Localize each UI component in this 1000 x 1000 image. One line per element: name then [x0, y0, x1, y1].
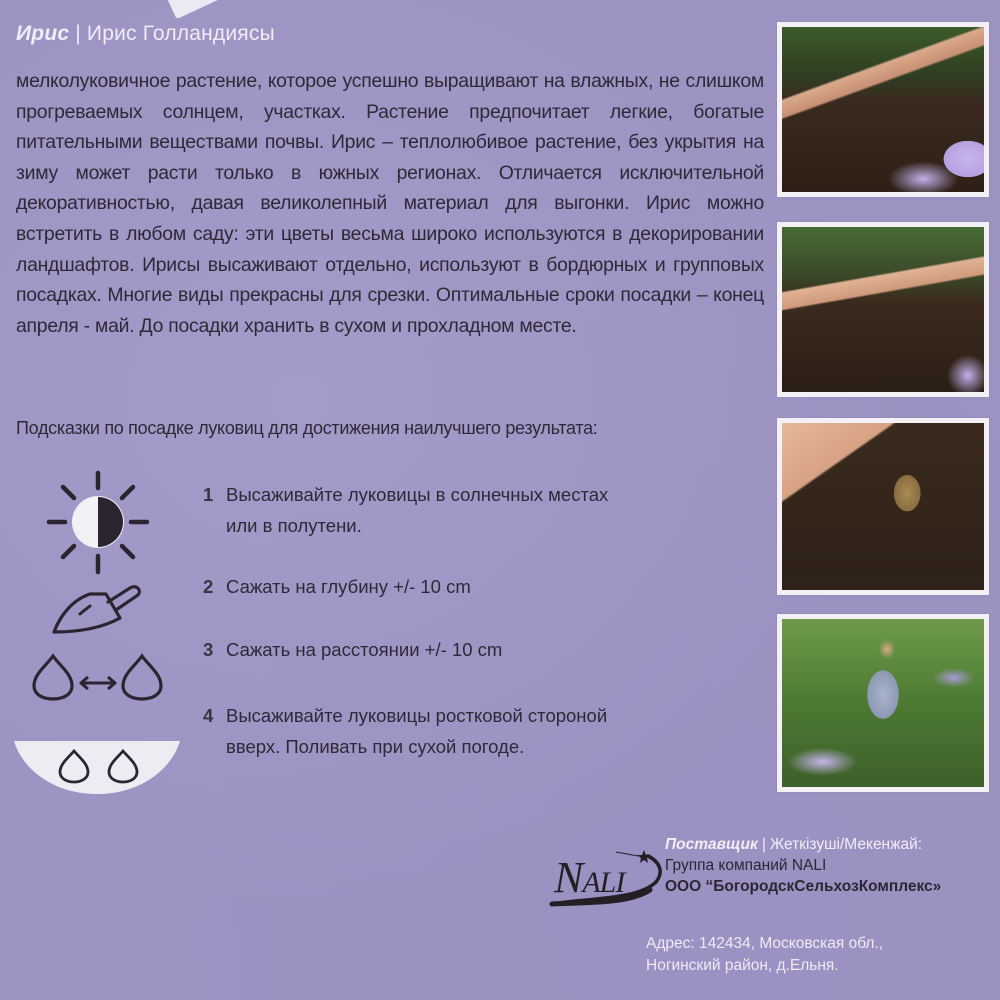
photo-woman-gardening: [777, 614, 989, 792]
nali-logo: NALI: [548, 848, 668, 910]
title-bold: Ирис: [16, 22, 70, 45]
step-text: Сажать на расстоянии +/- 10 cm: [226, 639, 503, 660]
address-line-1: Адрес: 142434, Московская обл.,: [646, 935, 884, 952]
step-number: 1: [203, 484, 214, 505]
tip-step-1: [203, 479, 611, 541]
trowel-icon: [50, 580, 145, 636]
step-text: Сажать на глубину +/- 10 cm: [226, 576, 471, 597]
supplier-label: Поставщик: [665, 836, 758, 853]
bulb-spacing-icon: [30, 652, 165, 702]
photo-planting-trowel: [777, 22, 989, 197]
tips-heading: Подсказки по посадке луковиц для достижения наилучшего результата:: [16, 418, 598, 438]
step-number: 2: [203, 576, 214, 597]
supplier-address: [646, 933, 883, 977]
sun-half-shade-icon: [45, 468, 151, 578]
photo-setting-bulb: [777, 418, 989, 595]
plant-description: мелколуковичное растение, которое успешно выращивают на влажных, не слишком прогреваемых солнцем, участках. Растение предпочитает легкие, богатые питательными веществами почвы. Ирис – теплолюбивое растение, без укрытия на зиму может расти только в южных регионах. Отличается исключительной декоративностью, давая великолепный материал для выгонки. Ирис можно встретить в любом саду: эти цветы весьма широко используются в декорировании ландшафтов. Ирисы высаживают отдельно, используют в бордюрных и групповых посадках. Многие виды прекрасны для срезки. Оптимальные сроки посадки – конец апреля - май. До посадки хранить в сухом и прохладном месте.: [16, 70, 764, 337]
package-corner-tab: [164, 0, 222, 19]
photo-placing-bulb: [777, 222, 989, 397]
tip-step-4: [203, 700, 621, 762]
step-text: Высаживайте луковицы ростковой стороной вверх. Поливать при сухой погоде.: [226, 705, 608, 757]
address-line-2: Ногинский район, д.Ельня.: [646, 957, 839, 974]
supplier-group: Группа компаний NALI: [665, 857, 827, 874]
title-rest: Ирис Голландиясы: [86, 22, 275, 45]
page-title: [16, 22, 275, 46]
bulbs-in-soil-icon: [12, 738, 182, 796]
supplier-info: Поставщик | Жеткізуші/Мекенжай: Группа компаний NALI ООО “БогородскСельхозКомплекс»: [665, 836, 942, 895]
tip-step-3: [203, 634, 626, 665]
title-separator: |: [75, 22, 81, 45]
step-number: 3: [203, 639, 214, 660]
tip-step-2: [203, 571, 626, 602]
supplier-company: ООО “БогородскСельхозКомплекс»: [665, 878, 942, 895]
step-text: Высаживайте луковицы в солнечных местах или в полутени.: [226, 484, 609, 536]
step-number: 4: [203, 705, 214, 726]
supplier-label-kz: Жеткізуші/Мекенжай:: [769, 836, 923, 853]
